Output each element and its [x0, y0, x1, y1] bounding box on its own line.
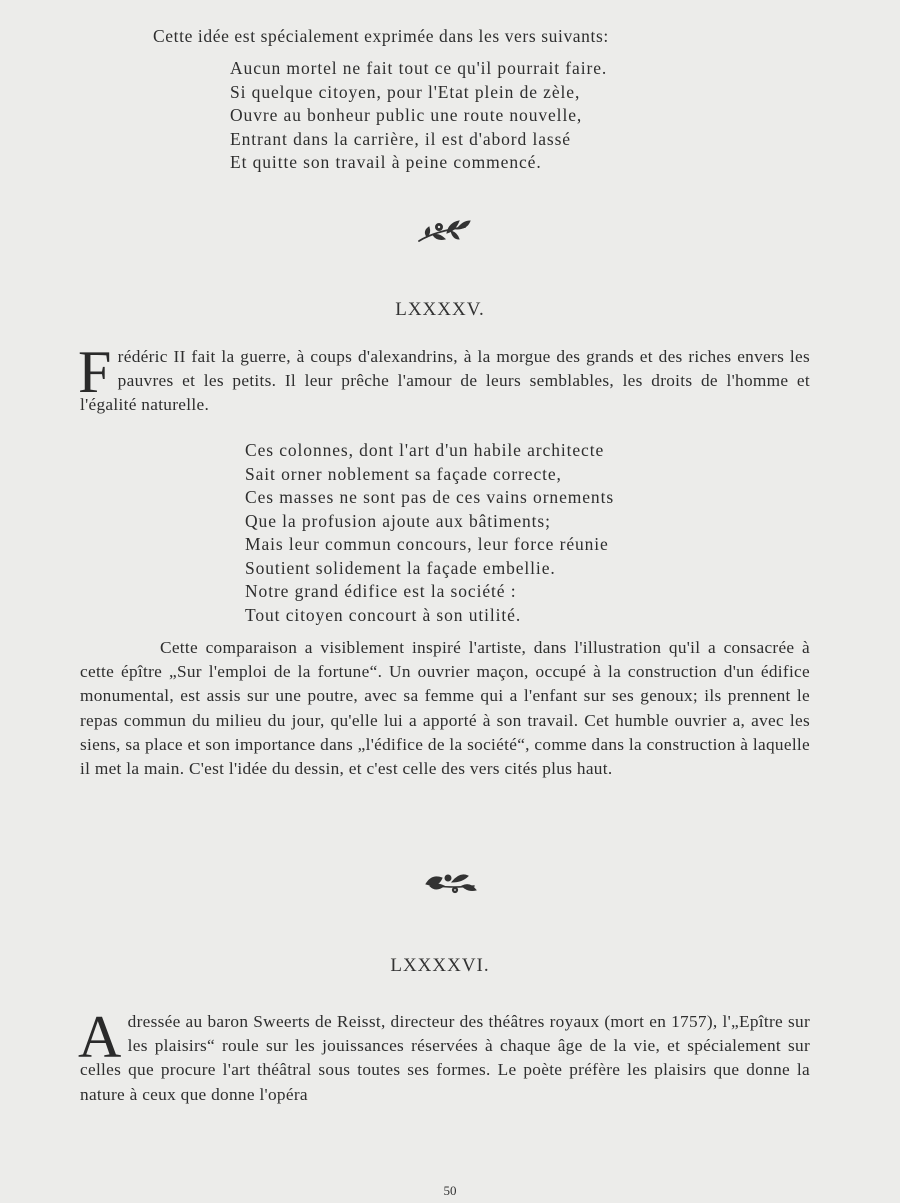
- verse-line: Soutient solidement la façade embellie.: [245, 557, 556, 578]
- floral-ornament-icon: [415, 219, 471, 245]
- drop-cap: F: [78, 339, 112, 405]
- floral-ornament-icon: [422, 870, 478, 896]
- section-paragraph: [78, 339, 810, 418]
- verse-line: Ouvre au bonheur public une route nouvelle,: [230, 105, 583, 125]
- verse-block-1: [230, 57, 607, 175]
- paragraph-text: dressée au baron Sweerts de Reisst, directeur des théâtres royaux (mort en 1757), l'„Epître sur les plaisirs“ roule sur les jouissances réservées à chaque âge de la vie, et spécialement sur celles que procure l'art théâtral sous toutes ses formes. Le poète préfère les plaisirs que donne la nature à ceux que donne l'opéra: [80, 1012, 810, 1104]
- section-paragraph: [78, 1004, 810, 1107]
- paragraph-text: rédéric II fait la guerre, à coups d'alexandrins, à la morgue des grands et des riches envers les pauvres et les petits. Il leur prêche l'amour de leurs semblables, les droits de l'homme et l'égalité naturelle.: [80, 347, 810, 415]
- verse-line: Sait orner noblement sa façade correcte,: [245, 463, 562, 484]
- section-heading: LXXXXVI.: [390, 955, 490, 976]
- verse-line: Que la profusion ajoute aux bâtiments;: [245, 510, 551, 531]
- commentary-paragraph: Cette comparaison a visiblement inspiré l'artiste, dans l'illustration qu'il a consacrée à cette épître „Sur l'emploi de la fortune“. Un ouvrier maçon, occupé à la construction d'un édifice monumental, est assis sur une poutre, avec sa femme qui a l'enfant sur ses genoux; ils prennent le repas commun du milieu du jour, qu'elle lui a apporté à son travail. Cet humble ouvrier a, avec les siens, sa place et son importance dans „l'édifice de la société“, comme dans la construction à laquelle il met la main. C'est l'idée du dessin, et c'est celle des vers cités plus haut.: [80, 638, 810, 779]
- verse-block-2: [245, 439, 614, 627]
- verse-line: Ces masses ne sont pas de ces vains ornements: [245, 487, 615, 507]
- page-number: 50: [443, 1183, 457, 1198]
- verse-line: Ces colonnes, dont l'art d'un habile architecte: [245, 440, 605, 460]
- verse-line: Aucun mortel ne fait tout ce qu'il pourrait faire.: [230, 58, 608, 78]
- verse-line: Entrant dans la carrière, il est d'abord lassé: [230, 128, 571, 149]
- verse-line: Notre grand édifice est la société :: [245, 581, 517, 601]
- intro-line: Cette idée est spécialement exprimée dans les vers suivants:: [153, 26, 609, 46]
- section-heading: LXXXXV.: [395, 299, 485, 320]
- verse-line: Mais leur commun concours, leur force réunie: [245, 534, 609, 554]
- verse-line: Tout citoyen concourt à son utilité.: [245, 604, 522, 625]
- drop-cap: A: [78, 1004, 122, 1070]
- verse-line: Et quitte son travail à peine commencé.: [230, 152, 542, 172]
- verse-line: Si quelque citoyen, pour l'Etat plein de zèle,: [230, 81, 581, 102]
